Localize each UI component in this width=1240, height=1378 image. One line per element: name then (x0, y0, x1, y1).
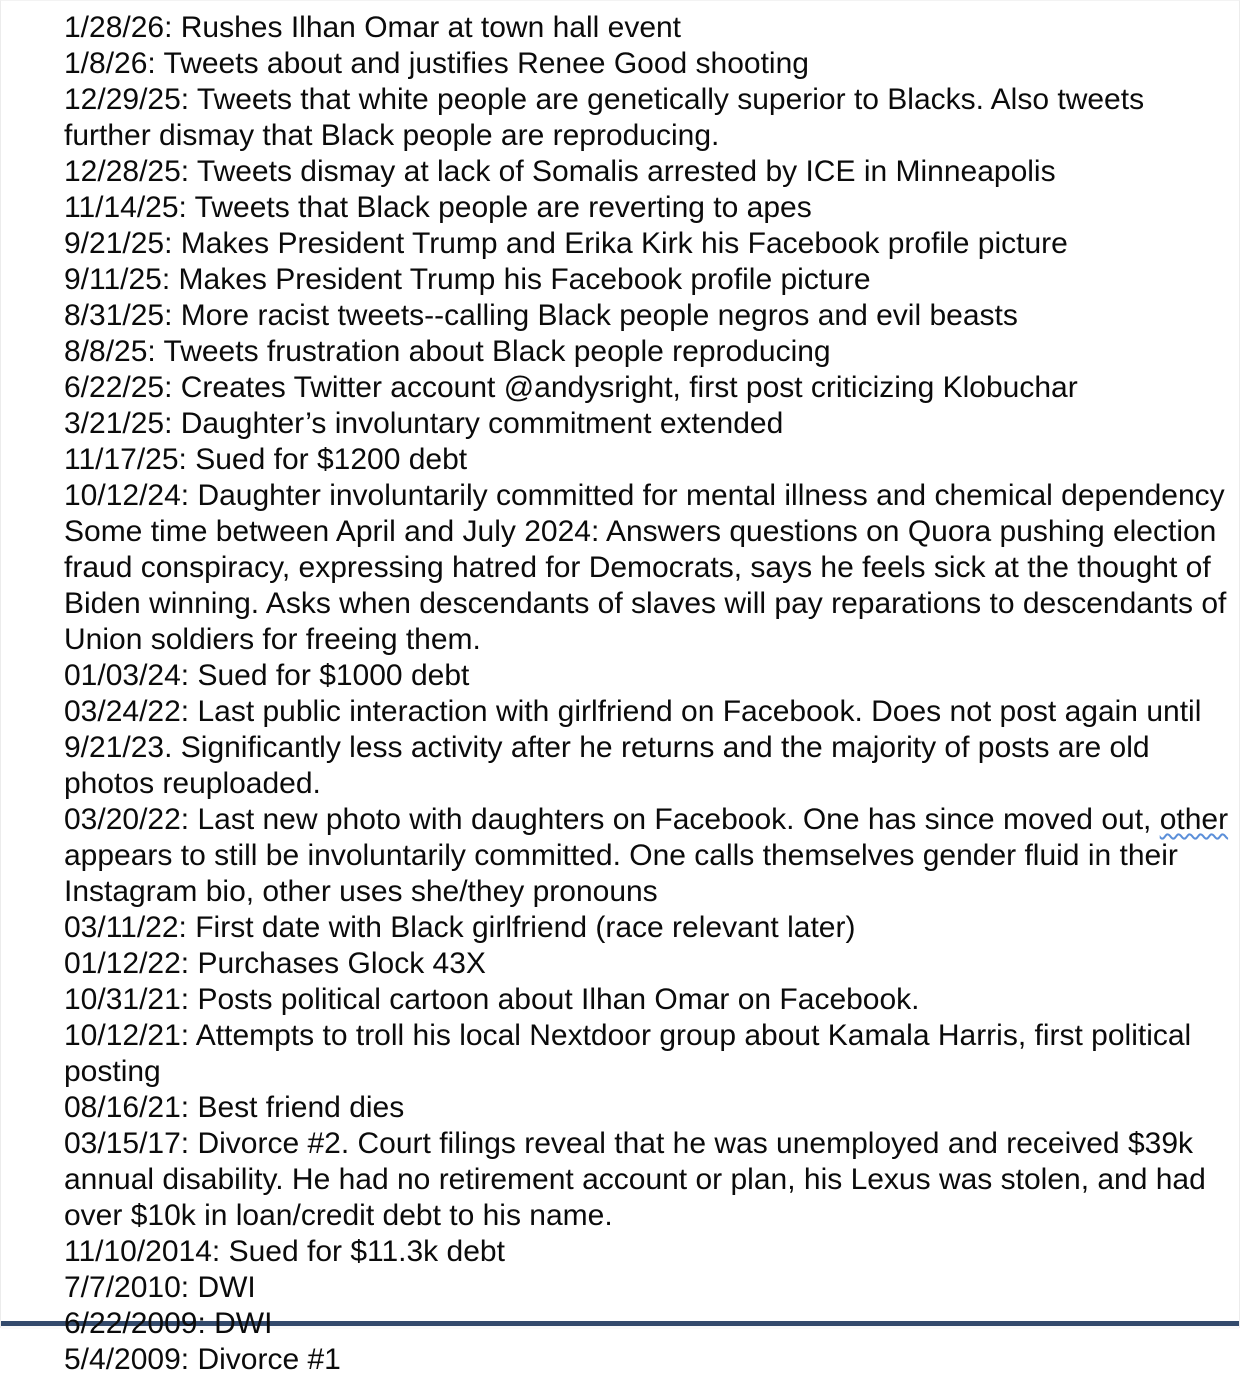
spellcheck-flagged-word[interactable]: other (1159, 803, 1229, 836)
timeline-entry[interactable]: 11/17/25: Sued for $1200 debt (64, 443, 468, 476)
timeline-entry[interactable]: 9/11/25: Makes President Trump his Facebook profile picture (64, 263, 871, 296)
timeline-entry[interactable]: 5/4/2009: Divorce #1 (64, 1343, 341, 1376)
timeline-entry[interactable]: 01/03/24: Sued for $1000 debt (64, 659, 470, 692)
timeline-entry[interactable]: 7/7/2010: DWI (64, 1271, 256, 1304)
timeline-entry[interactable]: Some time between April and July 2024: Answers questions on Quora pushing election fraud conspiracy, expressing hatred for Democrats, says he feels sick at the thought of Biden winning. Asks when descendants of slaves will pay reparations to descendants of Union soldiers for freeing them. (64, 515, 1227, 656)
timeline-entry[interactable]: 9/21/25: Makes President Trump and Erika Kirk his Facebook profile picture (64, 227, 1068, 260)
entry-text-before-flag: 03/20/22: Last new photo with daughters on Facebook. One has since moved out, (64, 803, 1160, 836)
timeline-entry[interactable]: 03/15/17: Divorce #2. Court filings reveal that he was unemployed and received $39k annual disability. He had no retirement account or plan, his Lexus was stolen, and had over $10k in loan/credit debt to his name. (64, 1127, 1206, 1232)
timeline-entry[interactable]: 8/31/25: More racist tweets--calling Black people negros and evil beasts (64, 299, 1018, 332)
timeline-entry[interactable]: 10/12/24: Daughter involuntarily committed for mental illness and chemical dependency (64, 479, 1225, 512)
document-text-area[interactable] (1, 1, 1239, 1376)
timeline-entry[interactable]: 10/12/21: Attempts to troll his local Nextdoor group about Kamala Harris, first political posting (64, 1019, 1192, 1088)
entry-text-after-flag: appears to still be involuntarily committed. One calls themselves gender fluid in their Instagram bio, other uses she/they pronouns (64, 839, 1178, 908)
timeline-entry[interactable]: 1/8/26: Tweets about and justifies Renee Good shooting (64, 47, 809, 80)
timeline-entry[interactable]: 08/16/21: Best friend dies (64, 1091, 405, 1124)
timeline-entry[interactable]: 10/31/21: Posts political cartoon about Ilhan Omar on Facebook. (64, 983, 920, 1016)
timeline-entry[interactable]: 3/21/25: Daughter’s involuntary commitment extended (64, 407, 784, 440)
timeline-entry[interactable]: 11/10/2014: Sued for $11.3k debt (64, 1235, 505, 1268)
timeline-entry[interactable]: 01/12/22: Purchases Glock 43X (64, 947, 486, 980)
timeline-entry[interactable]: 03/24/22: Last public interaction with girlfriend on Facebook. Does not post again until 9/21/23. Significantly less activity after he returns and the majority of posts are old photos reuploaded. (64, 695, 1202, 800)
timeline-entry[interactable]: 11/14/25: Tweets that Black people are reverting to apes (64, 191, 812, 224)
timeline-entry[interactable]: 1/28/26: Rushes Ilhan Omar at town hall event (64, 11, 682, 44)
timeline-entry[interactable]: 12/29/25: Tweets that white people are genetically superior to Blacks. Also tweets further dismay that Black people are reproducing. (64, 83, 1145, 152)
timeline-entry[interactable] (64, 802, 1232, 910)
timeline-entry[interactable]: 6/22/25: Creates Twitter account @andysright, first post criticizing Klobuchar (64, 371, 1078, 404)
timeline-entry[interactable]: 6/22/2009: DWI (64, 1307, 273, 1340)
timeline-entry[interactable]: 03/11/22: First date with Black girlfriend (race relevant later) (64, 911, 856, 944)
timeline-entry[interactable]: 12/28/25: Tweets dismay at lack of Somalis arrested by ICE in Minneapolis (64, 155, 1056, 188)
timeline-entry[interactable]: 8/8/25: Tweets frustration about Black people reproducing (64, 335, 831, 368)
